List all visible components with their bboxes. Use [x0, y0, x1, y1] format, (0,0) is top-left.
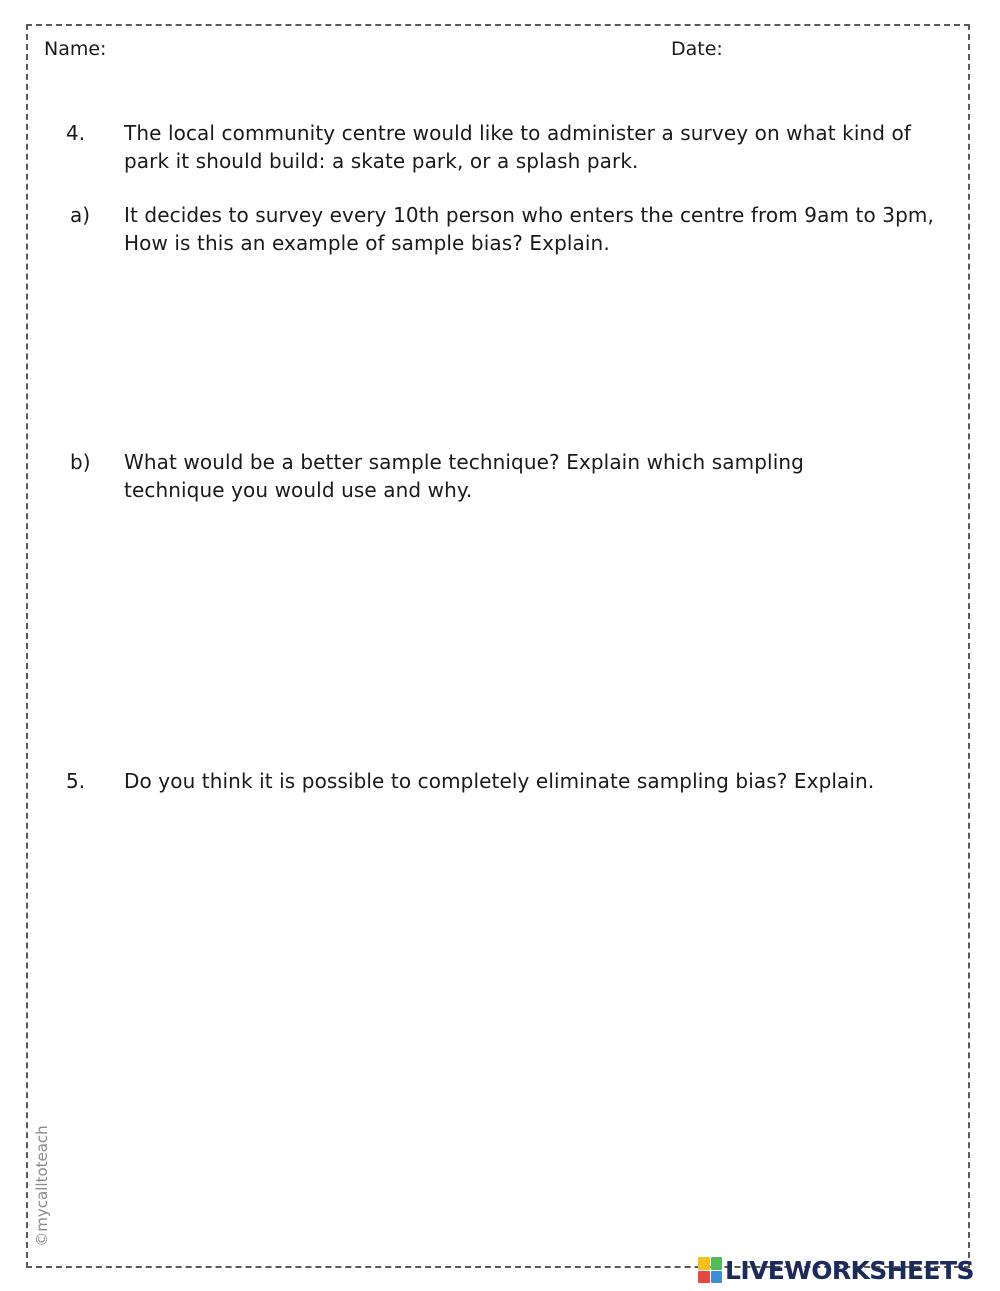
brand-wordmark: LIVEWORKSHEETS	[725, 1255, 974, 1285]
name-label: Name:	[44, 38, 107, 60]
question-5-number: 5.	[66, 769, 86, 793]
question-4-number: 4.	[66, 121, 86, 145]
question-4b-label: b)	[70, 450, 91, 474]
question-5-text: Do you think it is possible to completely eliminate sampling bias? Explain.	[124, 769, 875, 793]
question-4-text: The local community centre would like to administer a survey on what kind of park it should build: a skate park, or a splash park.	[124, 121, 912, 173]
copyright-watermark	[30, 1112, 54, 1260]
question-4a-text: It decides to survey every 10th person who enters the centre from 9am to 3pm, How is this an example of sample bias? Explain.	[124, 203, 934, 255]
date-label: Date:	[671, 38, 723, 60]
liveworksheets-brand	[698, 1254, 998, 1286]
copyright-text: ©mycalltoteach	[33, 1125, 51, 1247]
question-4b-text: What would be a better sample technique? Explain which sampling technique you would use and why.	[124, 450, 804, 502]
question-4a-label: a)	[70, 203, 91, 227]
liveworksheets-logo-icon	[698, 1257, 722, 1283]
